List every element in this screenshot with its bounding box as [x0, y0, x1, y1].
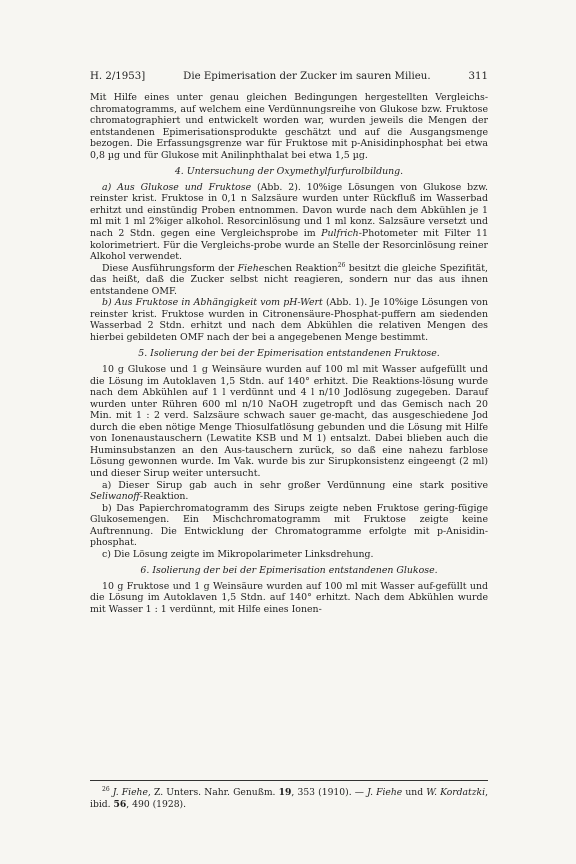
paragraph-fiehe-text-1: Diese Ausführungsform der	[102, 262, 238, 274]
header-title: Die Epimerisation der Zucker im sauren Milieu.	[183, 71, 431, 82]
footnote-text-5: , 490 (1928).	[126, 799, 187, 810]
name-fiehe: Fiehe	[237, 262, 265, 274]
paragraph-5b: b) Das Papierchromatogramm des Sirups zeigte neben Fruktose gering-fügige Glukosemengen. Ein Mischchromatogramm mit Fruktose zeigte keine Auftrennung. Die Entwicklung der Chromatogramme erfolgte mit p-Anisidin-phosphat.	[90, 502, 488, 549]
paragraph-4b-text: (Abb. 1). Je 10%ige Lösungen von reinster krist. Fruktose wurden in Citronensäure-Phosphat-puffern am siedenden Wasserbad 2 Stdn. erhitzt und nach dem Abkühlen die relativen Mengen des hierbei gebildeten OMF nach der bei a angegebenen Menge bestimmt.	[90, 297, 488, 343]
section-heading-5: 5. Isolierung der bei der Epimerisation entstandenen Fruktose.	[138, 348, 440, 360]
paragraph-5: 10 g Glukose und 1 g Weinsäure wurden auf 100 ml mit Wasser aufgefüllt und die Lösung im Autoklaven 1,5 Stdn. auf 140° erhitzt. Die Reaktions-lösung wurde nach dem Abkühlen auf 1 l verdünnt und 4 l n/10 Jodlösung zugegeben. Darauf wurden unter Rühren 600 ml n/10 NaOH zugetropft und das Gemisch nach 20 Min. mit 1 : 2 verd. Salzsäure schwach sauer ge-macht, das ausgeschiedene Jod durch die eben nötige Menge Thiosulfatlösung gebunden und die Lösung mit Hilfe von Ionenaustauschern (Lewatite KSB und M 1) entsalzt. Dabei blieben auch die Huminsubstanzen an den Aus-tauschern zurück, so daß eine nahezu farblose Lösung gewonnen wurde. Im Vak. wurde bis zur Sirupkonsistenz eingeengt (2 ml) und dieser Sirup weiter untersucht.	[90, 364, 488, 479]
footnote-number: 26	[102, 785, 110, 793]
paragraph-4a-text-1: (Abb. 2). 10%ige Lösungen von Glukose bzw. reinster krist. Fruktose in 0,1 n Salzsäure wurden unter Rückfluß im Wasserbad erhitzt und einstündig Proben entnommen. Davon wurde nach dem Abkühlen je 1 ml mit 1 ml 2%iger alkohol. Resorcinlösung und 1 ml konz. Salzsäure versetzt und nach 2 Stdn. gegen eine Vergleichsprobe im	[90, 181, 488, 240]
footnote-volume-1: 19	[278, 787, 292, 798]
footnote	[90, 780, 488, 811]
paragraph-fiehe-text-3: besitzt die gleiche Spezifität, das heißt, daß die Zucker selbst nicht reagieren, sondern nur das aus ihnen entstandene OMF.	[90, 262, 488, 297]
footnote-author-3: W. Kordatzki	[426, 787, 486, 798]
footnote-text-4: , ibid.	[90, 787, 488, 810]
footnote-volume-2: 56	[113, 799, 127, 810]
paragraph-4b	[90, 297, 488, 343]
section-heading-4: 4. Untersuchung der Oxymethylfurfurolbildung.	[174, 166, 404, 178]
footnote-ref-26: 26	[337, 261, 346, 269]
paragraph-fiehe	[90, 263, 488, 298]
paragraph-6: 10 g Fruktose und 1 g Weinsäure wurden auf 100 ml mit Wasser auf-gefüllt und die Lösung im Autoklaven 1,5 Stdn. auf 140° erhitzt. Nach dem Abkühlen wurde mit Wasser 1 : 1 verdünnt, mit Hilfe eines Ionen-	[90, 580, 488, 615]
article-body	[90, 92, 488, 616]
paragraph-5c: c) Die Lösung zeigte im Mikropolarimeter Linksdrehung.	[102, 548, 374, 560]
footnote-author-2: J. Fiehe	[367, 787, 403, 798]
footnote-26	[90, 787, 488, 811]
subsection-label-4a: a) Aus Glukose und Fruktose	[102, 181, 252, 193]
footnote-text-2: , 353 (1910). —	[291, 787, 368, 798]
section-heading-6: 6. Isolierung der bei der Epimerisation entstandenen Glukose.	[140, 565, 438, 577]
page-number: 311	[468, 71, 488, 82]
paragraph-fiehe-text-2: schen Reaktion	[264, 262, 338, 274]
header-issue: H. 2/1953]	[90, 71, 146, 82]
paragraph-4a-text-2: -Photometer mit Filter 11 kolorimetriert. Für die Vergleichs-probe wurde an Stelle der Resorcinlösung reiner Alkohol verwendet.	[90, 228, 488, 263]
name-seliwanoff: Seliwanoff	[90, 491, 140, 503]
name-pulfrich: Pulfrich	[321, 228, 359, 240]
subsection-label-4b: b) Aus Fruktose in Abhängigkeit vom pH-Wert	[102, 297, 323, 309]
paragraph-5a-text-2: -Reaktion.	[139, 491, 189, 503]
running-header	[90, 70, 488, 83]
footnote-text-3: und	[402, 787, 427, 798]
paragraph-intro: Mit Hilfe eines unter genau gleichen Bedingungen hergestellten Vergleichs-chromatogramms, auf welchem eine Verdünnungsreihe von Glukose bzw. Fruktose chromatographiert und entwickelt worden war, wurden jeweils die Mengen der entstandenen Epimerisationsprodukte geschätzt und auf die Ausgangsmenge bezogen. Die Erfassungsgrenze war für Fruktose mit p-Anisidinphosphat bei etwa 0,8 µg und für Glukose mit Anilinphthalat bei etwa 1,5 µg.	[90, 92, 488, 161]
footnote-author-1: J. Fiehe	[112, 787, 148, 798]
paragraph-5a-text-1: a) Dieser Sirup gab auch in sehr großer Verdünnung eine stark positive	[102, 479, 488, 491]
footnote-text-1: , Z. Unters. Nahr. Genußm.	[147, 787, 279, 798]
paragraph-4a	[90, 182, 488, 263]
paragraph-5a	[90, 480, 488, 503]
